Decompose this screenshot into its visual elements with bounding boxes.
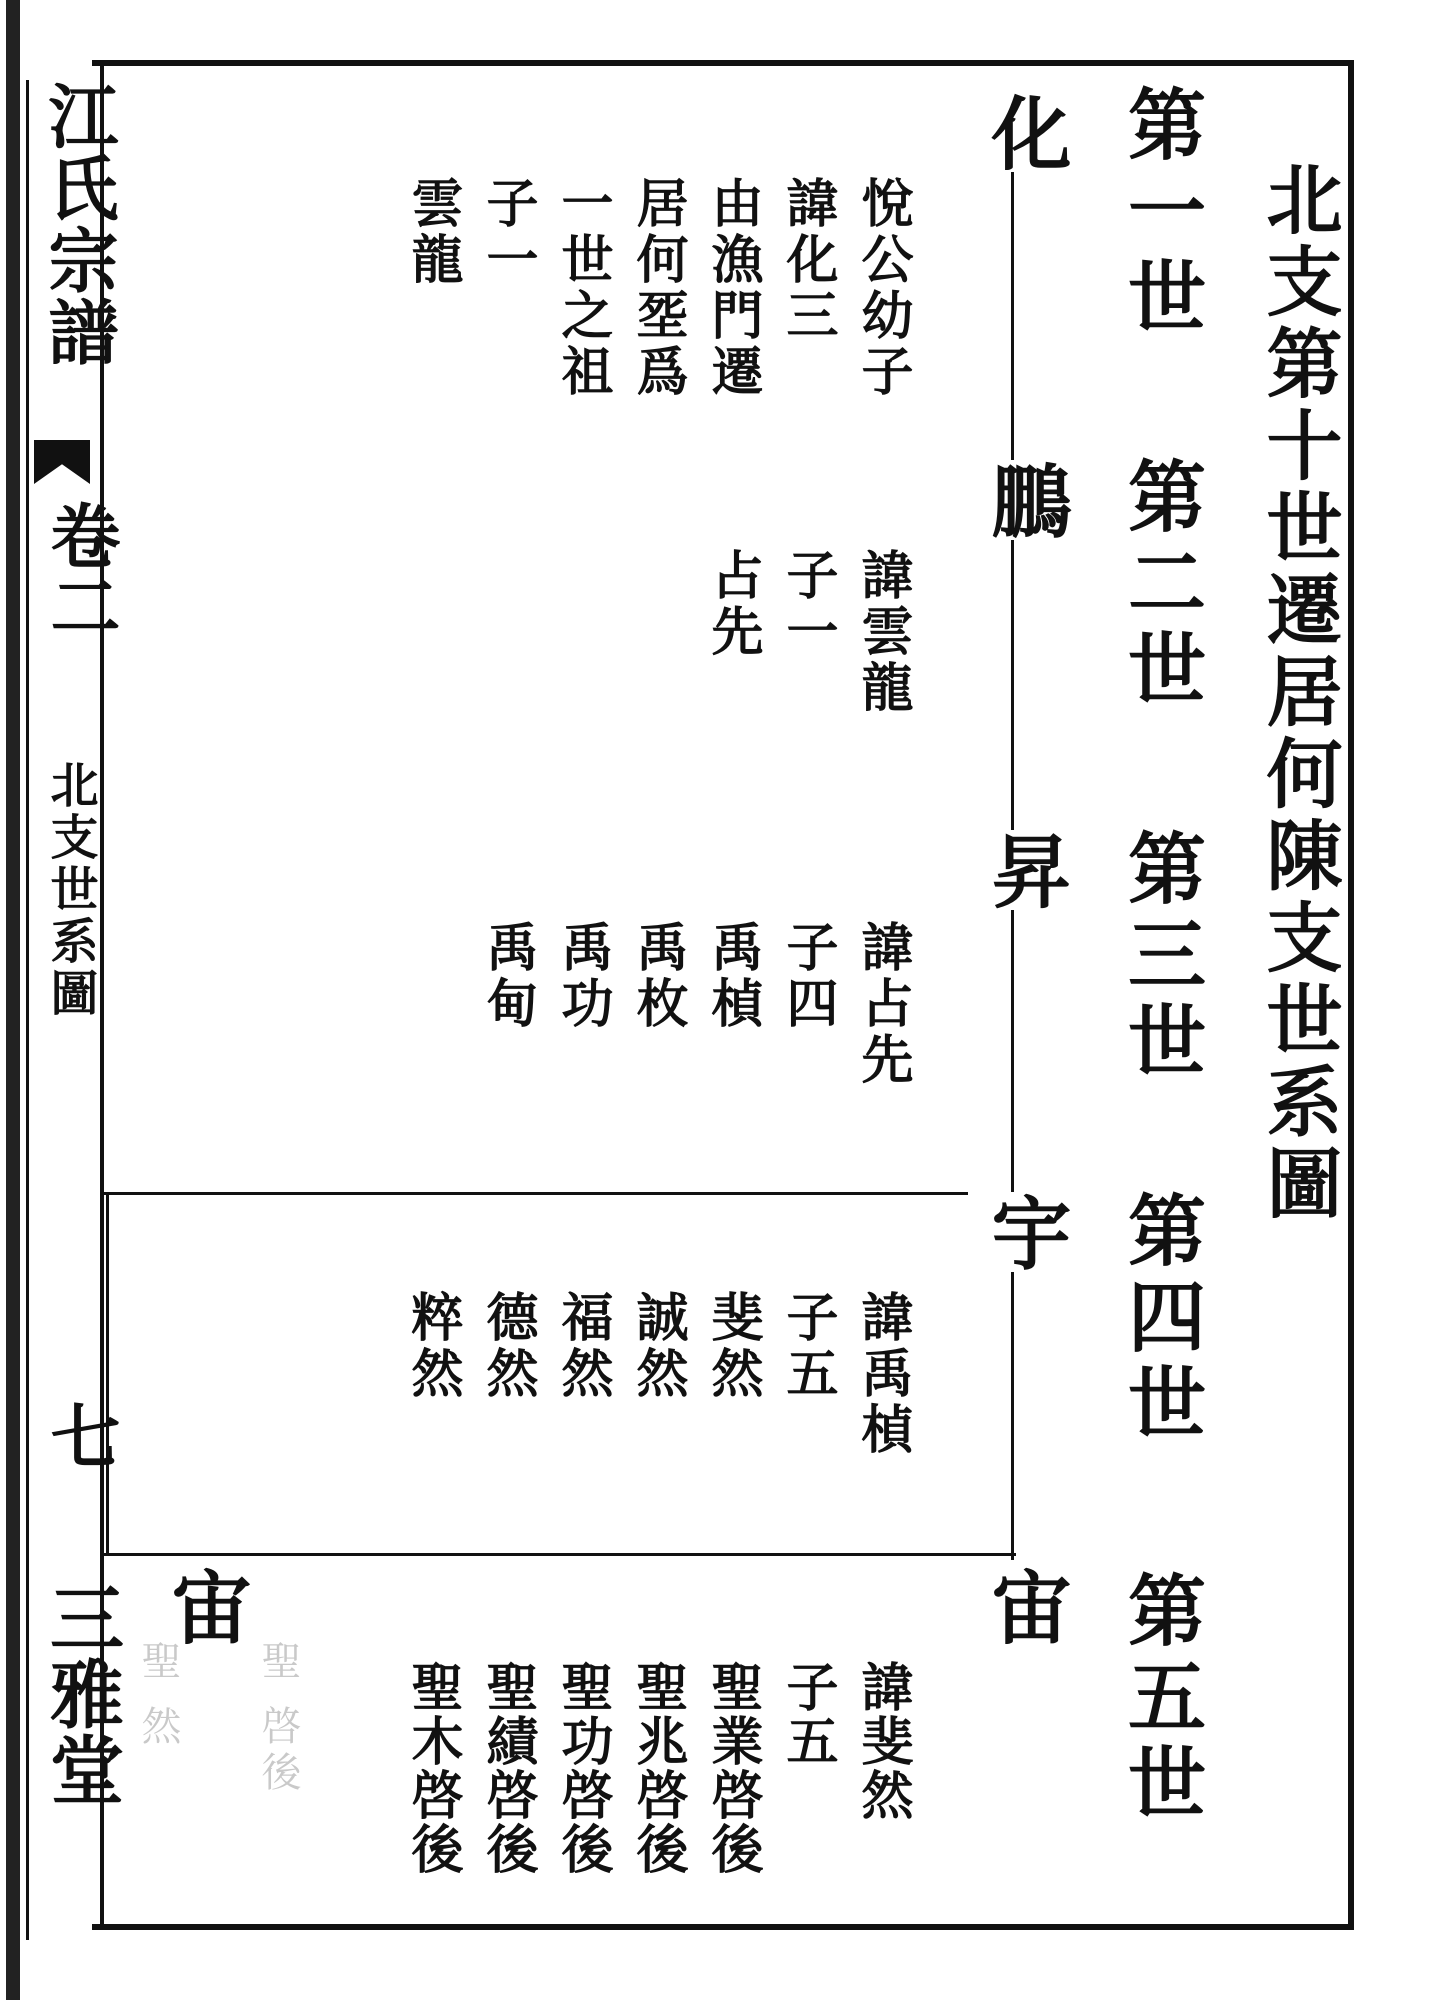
generation-label-5: 第五世 xyxy=(1115,1570,1206,1828)
generation-label-2: 第二世 xyxy=(1115,456,1206,714)
spine-page-number: 七 xyxy=(39,1400,122,1470)
bleed-through-text: 聖 啓後 xyxy=(255,1640,301,1797)
bleed-through-text: 聖 然 xyxy=(135,1640,181,1751)
trunk-name-5: 宙 xyxy=(968,1566,1083,1646)
entry-line: 聖功啓後 xyxy=(552,1660,613,1876)
entry-line: 悅公幼子 xyxy=(852,176,913,400)
spine-edge xyxy=(6,0,20,2000)
divider-gen3-gen4 xyxy=(104,1192,1016,1195)
trunk-name-3: 昇 xyxy=(968,830,1083,910)
entry-line: 聖木啓後 xyxy=(402,1660,463,1876)
entry-block-gen1 xyxy=(402,176,920,400)
entry-line: 子一 xyxy=(777,548,838,660)
frame-bottom-border xyxy=(92,1924,1354,1930)
entry-line: 諱占先 xyxy=(852,920,913,1088)
divider-junction-left xyxy=(106,1192,109,1554)
spine-fish-tail xyxy=(34,440,90,484)
entry-block-gen4 xyxy=(402,1290,920,1458)
entry-line: 聖兆啓後 xyxy=(627,1660,688,1876)
generation-label-4: 第四世 xyxy=(1115,1190,1206,1448)
generation-label-1: 第一世 xyxy=(1115,84,1206,342)
spine-volume: 卷二 xyxy=(39,500,122,640)
entry-line: 禹楨 xyxy=(702,920,763,1032)
entry-line: 子四 xyxy=(777,920,838,1032)
entry-line: 雲龍 xyxy=(402,176,463,288)
entry-line: 誠然 xyxy=(627,1290,688,1402)
entry-line: 福然 xyxy=(552,1290,613,1402)
trunk-name-4: 宇 xyxy=(968,1192,1083,1272)
entry-line: 聖績啓後 xyxy=(477,1660,538,1876)
entry-line: 居何㘸爲 xyxy=(627,176,688,400)
entry-line: 禹功 xyxy=(552,920,613,1032)
branch-label: 宙 xyxy=(158,1566,252,1646)
entry-line: 占先 xyxy=(702,548,763,660)
frame-top-border xyxy=(92,60,1354,66)
entry-line: 子一 xyxy=(477,176,538,288)
entry-line: 諱化三 xyxy=(777,176,838,344)
trunk-name-2: 鵬 xyxy=(968,460,1083,540)
entry-line: 諱雲龍 xyxy=(852,548,913,716)
entry-line: 禹枚 xyxy=(627,920,688,1032)
entry-line: 一世之祖 xyxy=(552,176,613,400)
entry-line: 諱禹楨 xyxy=(852,1290,913,1458)
chart-header-title: 北支第十世遷居何陳支世系圖 xyxy=(1254,160,1343,1226)
trunk-name-1: 化 xyxy=(968,92,1083,172)
generation-label-3: 第三世 xyxy=(1115,828,1206,1086)
spine-title: 江氏宗譜 xyxy=(37,80,120,368)
spine-section: 北支世系圖 xyxy=(42,760,98,1020)
entry-line: 粹然 xyxy=(402,1290,463,1402)
entry-line: 斐然 xyxy=(702,1290,763,1402)
entry-line: 由漁門遷 xyxy=(702,176,763,400)
entry-block-gen3 xyxy=(477,920,920,1088)
divider-gen4-gen5 xyxy=(104,1553,1016,1556)
entry-block-gen5 xyxy=(402,1660,920,1876)
entry-line: 聖業啓後 xyxy=(702,1660,763,1876)
entry-line: 子五 xyxy=(777,1290,838,1402)
entry-block-gen2 xyxy=(702,548,920,716)
entry-line: 子五 xyxy=(777,1660,838,1768)
spine-hall-name: 三雅堂 xyxy=(38,1580,124,1808)
entry-line: 諱斐然 xyxy=(852,1660,913,1822)
entry-line: 德然 xyxy=(477,1290,538,1402)
entry-line: 禹甸 xyxy=(477,920,538,1032)
